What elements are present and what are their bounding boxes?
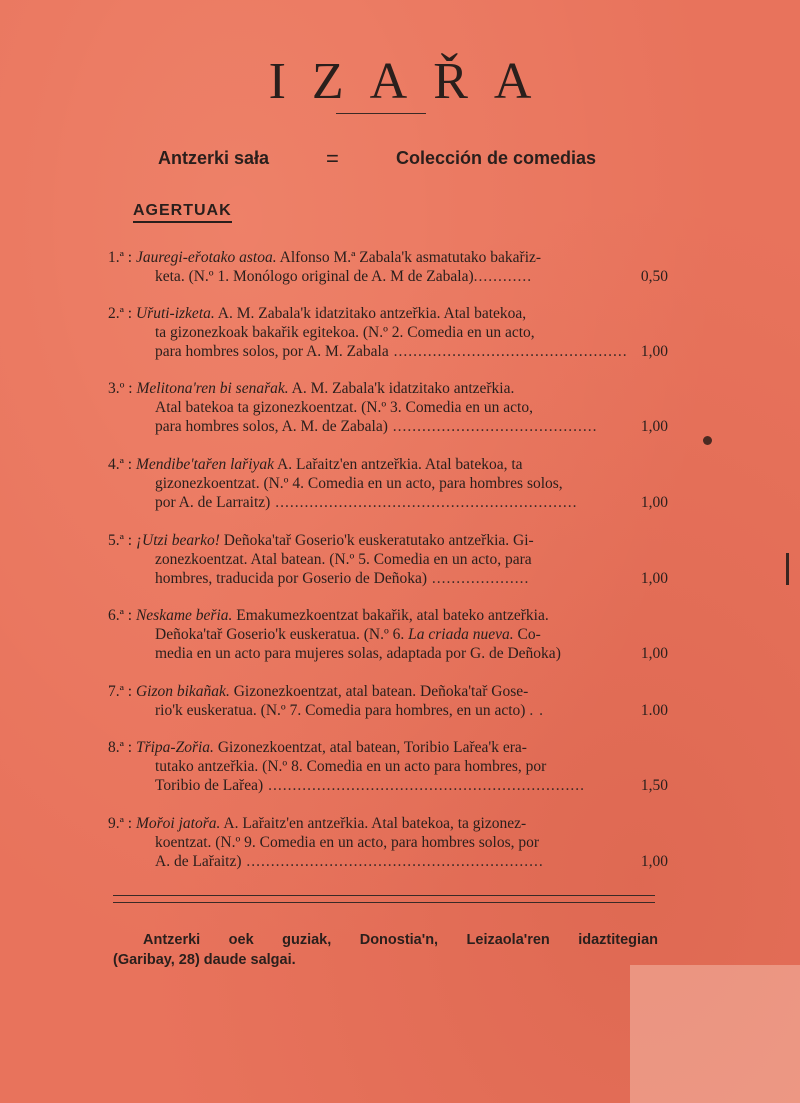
entry-text: Emakumezkoentzat bakařik, atal bateko antzeřkia. <box>236 607 549 624</box>
entry-line: hombres, traducida por Goserio de Deñoka) .................... <box>155 570 530 587</box>
entry-line <box>108 455 523 474</box>
list-item <box>108 248 668 288</box>
page-title: IZAŘA <box>268 53 558 110</box>
entry-text: ta gizonezkoak bakařik egitekoa. (N.º 2. Comedia en un acto, <box>155 324 535 341</box>
entry-text: A. de Lařaitz) <box>155 853 242 870</box>
entry-price: 1,00 <box>640 570 668 587</box>
section-heading: AGERTUAK <box>133 202 232 223</box>
entry-leader-dots: . . <box>529 702 544 719</box>
footer-line: Antzerki oek guziak, Donostia'n, Leizaola'ren idaztitegian <box>143 932 658 948</box>
entry-price: 0,50 <box>640 268 668 285</box>
entry-text: Co- <box>517 626 541 643</box>
entry-line <box>155 625 541 644</box>
entry-line: A. de Lařaitz) ............................................................. <box>155 853 544 870</box>
entry-price: 1,00 <box>640 343 668 360</box>
entry-text: media en un acto para mujeres solas, adaptada por G. de Deñoka) <box>155 645 561 662</box>
entry-line <box>108 379 514 398</box>
margin-mark <box>786 553 789 585</box>
entry-line <box>108 606 549 625</box>
entry-number: 7.ª : <box>108 683 133 700</box>
entry-text: A. Lařaitz'en antzeřkia. Atal batekoa, ta gizonez- <box>223 815 527 832</box>
list-item <box>108 738 668 796</box>
entry-title: Jauregi-eřotako astoa. <box>135 249 277 266</box>
footer-line: (Garibay, 28) daude salgai. <box>113 952 296 968</box>
list-item <box>108 455 668 513</box>
entry-text: Gizonezkoentzat, atal batean. Deñoka'tař Gose- <box>233 683 529 700</box>
ink-blot <box>703 436 712 445</box>
entry-number: 1.ª : <box>108 249 133 266</box>
list-item <box>108 814 668 872</box>
entry-line <box>108 738 527 757</box>
entry-text: A. M. Zabala'k idatzitako antzeřkia. Atal batekoa, <box>217 305 527 322</box>
list-item <box>108 606 668 664</box>
entry-text: tutako antzeřkia. (N.º 8. Comedia en un acto para hombres, por <box>155 758 547 775</box>
list-item <box>108 304 668 362</box>
entry-text: gizonezkoentzat. (N.º 4. Comedia en un acto, para hombres solos, <box>155 475 563 492</box>
entry-price: 1.00 <box>640 702 668 719</box>
entry-text: Atal batekoa ta gizonezkoentzat. (N.º 3. Comedia en un acto, <box>155 399 533 416</box>
entry-number: 6.ª : <box>108 607 133 624</box>
entry-number: 4.ª : <box>108 456 133 473</box>
entry-title-spanish: La criada nueva. <box>408 626 514 643</box>
list-item <box>108 379 668 437</box>
entry-text: zonezkoentzat. Atal batean. (N.º 5. Comedia en un acto, para <box>155 551 532 568</box>
entry-text: A. M. Zabala'k idatzitako antzeřkia. <box>291 380 515 397</box>
entry-price: 1,00 <box>640 494 668 511</box>
entry-leader-dots: ............ <box>473 268 533 285</box>
subtitle-spanish: Colección de comedias <box>396 148 597 168</box>
entry-title: Uřuti-izketa. <box>135 305 215 322</box>
entry-title: ¡Utzi bearko! <box>135 532 220 549</box>
entry-price: 1,00 <box>640 418 668 435</box>
entry-title: Neskame beřia. <box>135 607 233 624</box>
entry-line: para hombres solos, A. M. de Zabala) .......................................... <box>155 418 598 435</box>
entry-price: 1,50 <box>640 777 668 794</box>
entry-text: por A. de Larraitz) <box>155 494 271 511</box>
footer-note <box>113 930 658 970</box>
entry-number: 8.ª : <box>108 739 133 756</box>
entry-text: A. Lařaitz'en antzeřkia. Atal batekoa, ta <box>277 456 523 473</box>
entry-line: por A. de Larraitz) .............................................................. <box>155 494 578 511</box>
entry-line <box>108 682 528 701</box>
entry-text: Alfonso M.ª Zabala'k asmatutako bakařiz- <box>279 249 542 266</box>
entry-text: Toribio de Lařea) <box>155 777 264 794</box>
entry-title: Mendibe'tařen lařiyak <box>135 456 275 473</box>
entry-number: 3.º : <box>108 380 133 397</box>
entry-line <box>108 531 534 550</box>
entry-line: para hombres solos, por A. M. Zabala ................................................ <box>155 343 628 360</box>
list-item <box>108 682 668 722</box>
entry-number: 5.ª : <box>108 532 133 549</box>
subtitle-basque: Antzerki sała <box>158 148 270 168</box>
subtitle-separator: = <box>326 146 339 171</box>
entry-number: 2.ª : <box>108 305 133 322</box>
entry-price: 1,00 <box>640 853 668 870</box>
entry-line: Toribio de Lařea) ................................................................. <box>155 777 585 794</box>
entry-line <box>155 267 532 286</box>
entry-title: Melitona'ren bi senařak. <box>136 380 289 397</box>
entry-text: Gizonezkoentzat, atal batean, Toribio Lařea'k era- <box>217 739 527 756</box>
entry-number: 9.ª : <box>108 815 133 832</box>
entry-line <box>108 304 526 323</box>
entry-text: keta. (N.º 1. Monólogo original de A. M de Zabala) <box>155 268 474 285</box>
entry-text: para hombres solos, por A. M. Zabala <box>155 343 389 360</box>
entry-text: koentzat. (N.º 9. Comedia en un acto, para hombres solos, por <box>155 834 540 851</box>
paper-stain <box>630 965 800 1103</box>
entry-text: Deñoka'tař Goserio'k euskeratutako antzeřkia. Gi- <box>223 532 534 549</box>
list-item <box>108 531 668 589</box>
subtitle-row <box>0 148 800 174</box>
double-divider <box>113 895 655 903</box>
entry-text: hombres, traducida por Goserio de Deñoka) <box>155 570 428 587</box>
entry-price: 1,00 <box>640 645 668 662</box>
entry-text: Deñoka'tař Goserio'k euskeratua. (N.º 6. <box>155 626 405 643</box>
entry-title: Gizon bikañak. <box>135 683 230 700</box>
entry-title: Mořoi jatořa. <box>135 815 221 832</box>
entry-title: Třipa-Zořia. <box>135 739 214 756</box>
entry-line <box>155 701 544 720</box>
entry-line <box>108 248 541 267</box>
entry-text: para hombres solos, A. M. de Zabala) <box>155 418 388 435</box>
entry-line <box>108 814 526 833</box>
title-underline <box>336 113 426 114</box>
entry-text: rio'k euskeratua. (N.º 7. Comedia para hombres, en un acto) <box>155 702 526 719</box>
